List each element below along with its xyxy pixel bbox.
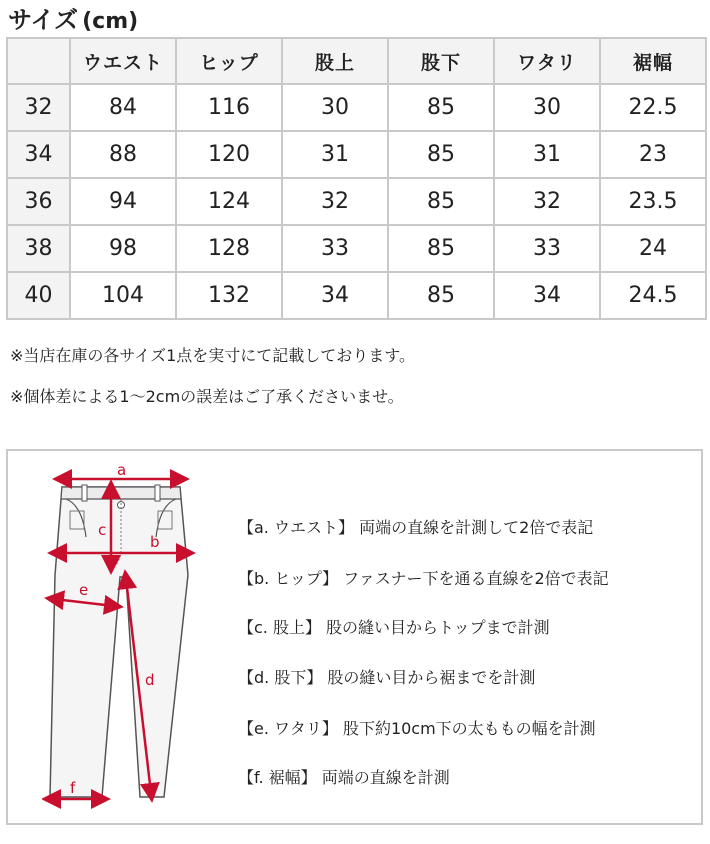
- cell-inseam: 85: [388, 131, 494, 178]
- column-header-hem: 裾幅: [600, 38, 706, 84]
- pants-diagram: [42, 465, 202, 815]
- pants-outline: [50, 487, 188, 797]
- cell-thigh: 32: [494, 178, 600, 225]
- cell-hem: 23: [600, 131, 706, 178]
- row-size: 34: [7, 131, 70, 178]
- row-size: 32: [7, 84, 70, 131]
- label-d: d: [145, 671, 155, 689]
- explain-waist: 【a. ウエスト】 両端の直線を計測して2倍で表記: [238, 518, 594, 537]
- page-title: [8, 2, 138, 38]
- belt-loop: [82, 485, 87, 501]
- title-unit: (cm): [82, 9, 139, 34]
- cell-hem: 24: [600, 225, 706, 272]
- column-header-rise: 股上: [282, 38, 388, 84]
- waistband: [61, 487, 181, 499]
- table-row: [7, 84, 706, 131]
- size-table: [6, 37, 707, 320]
- cell-hem: 22.5: [600, 84, 706, 131]
- cell-thigh: 34: [494, 272, 600, 319]
- table-row: [7, 131, 706, 178]
- cell-hip: 116: [176, 84, 282, 131]
- row-size: 38: [7, 225, 70, 272]
- cell-thigh: 33: [494, 225, 600, 272]
- column-header-waist: ウエスト: [70, 38, 176, 84]
- cell-waist: 104: [70, 272, 176, 319]
- explain-inseam: 【d. 股下】 股の縫い目から裾までを計測: [238, 668, 536, 687]
- table-row: [7, 272, 706, 319]
- cell-hip: 124: [176, 178, 282, 225]
- column-header-thigh: ワタリ: [494, 38, 600, 84]
- explain-rise: 【c. 股上】 股の縫い目からトップまで計測: [238, 618, 550, 637]
- explain-hip: 【b. ヒップ】 ファスナー下を通る直線を2倍で表記: [238, 569, 609, 588]
- label-f: f: [70, 779, 76, 797]
- cell-inseam: 85: [388, 272, 494, 319]
- cell-rise: 30: [282, 84, 388, 131]
- cell-hem: 23.5: [600, 178, 706, 225]
- cell-waist: 84: [70, 84, 176, 131]
- table-row: [7, 178, 706, 225]
- note-measurement: ※当店在庫の各サイズ1点を実寸にて記載しております。: [10, 346, 416, 365]
- cell-hem: 24.5: [600, 272, 706, 319]
- label-e: e: [79, 581, 89, 599]
- cell-rise: 31: [282, 131, 388, 178]
- label-b: b: [150, 533, 160, 551]
- cell-rise: 32: [282, 178, 388, 225]
- cell-inseam: 85: [388, 225, 494, 272]
- cell-inseam: 85: [388, 84, 494, 131]
- table-row: [7, 225, 706, 272]
- cell-hip: 132: [176, 272, 282, 319]
- cell-waist: 88: [70, 131, 176, 178]
- explain-hem: 【f. 裾幅】 両端の直線を計測: [238, 768, 450, 787]
- cell-thigh: 30: [494, 84, 600, 131]
- column-header-hip: ヒップ: [176, 38, 282, 84]
- row-size: 36: [7, 178, 70, 225]
- row-size: 40: [7, 272, 70, 319]
- cell-waist: 98: [70, 225, 176, 272]
- column-header-size: [7, 38, 70, 84]
- column-header-inseam: 股下: [388, 38, 494, 84]
- cell-hip: 120: [176, 131, 282, 178]
- table-header-row: [7, 38, 706, 84]
- belt-loop: [155, 485, 160, 501]
- cell-inseam: 85: [388, 178, 494, 225]
- cell-hip: 128: [176, 225, 282, 272]
- explain-thigh: 【e. ワタリ】 股下約10cm下の太ももの幅を計測: [238, 719, 596, 738]
- measurement-guide: [6, 449, 703, 825]
- cell-rise: 33: [282, 225, 388, 272]
- cell-waist: 94: [70, 178, 176, 225]
- note-tolerance: ※個体差による1～2cmの誤差はご了承くださいませ。: [10, 387, 404, 406]
- cell-rise: 34: [282, 272, 388, 319]
- cell-thigh: 31: [494, 131, 600, 178]
- title-text: サイズ: [8, 6, 79, 34]
- label-c: c: [98, 521, 107, 539]
- label-a: a: [117, 465, 127, 479]
